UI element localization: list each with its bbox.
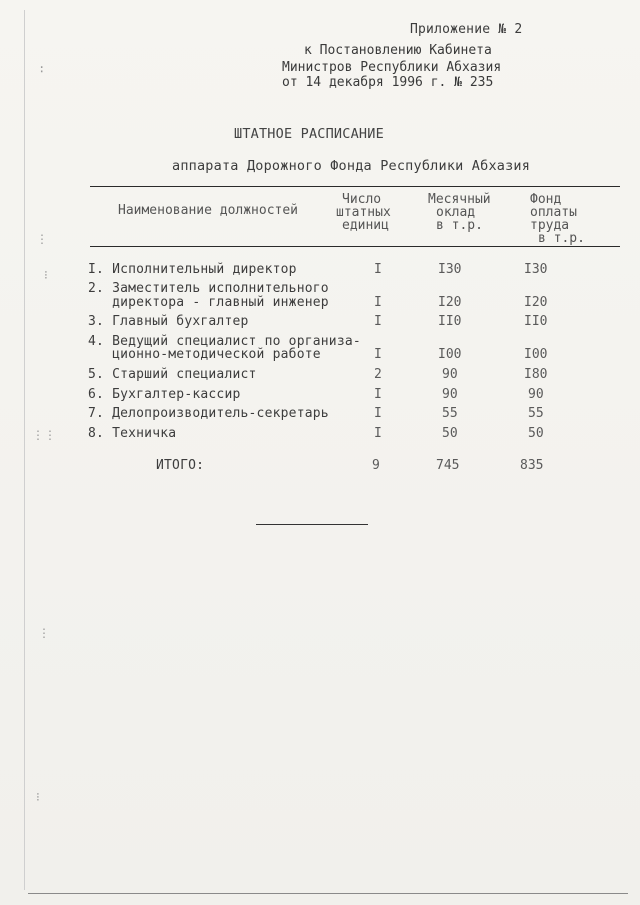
margin-mark: ⁝ [36,790,40,804]
table-row-label: I. Исполнительный директор [88,262,297,277]
col-header-position: Наименование должностей [118,203,299,218]
table-cell-salary: 90 [442,367,458,382]
margin-mark: ⁝ [44,268,48,282]
document-title: ШТАТНОЕ РАСПИСАНИЕ [234,126,384,142]
table-cell-fund: I20 [524,295,548,310]
total-count: 9 [372,458,380,473]
table-top-rule [90,186,620,187]
table-cell-count: I [374,262,382,277]
table-cell-salary: 90 [442,387,458,402]
table-cell-salary: I30 [438,262,462,277]
appendix-label: Приложение № 2 [410,22,523,37]
table-cell-fund: II0 [524,314,548,329]
table-cell-count: I [374,314,382,329]
margin-mark: ⋮ [36,232,48,246]
margin-mark: ∶ [38,62,46,76]
col-header-count-1: Число [342,192,382,207]
table-row-label: 3. Главный бухгалтер [88,314,249,329]
col-header-count-3: единиц [342,218,389,233]
col-header-salary-3: в т.р. [436,218,483,233]
total-fund: 835 [520,458,544,473]
table-cell-count: I [374,387,382,402]
col-header-fund-3: труда [530,218,570,233]
table-cell-salary: I20 [438,295,462,310]
col-header-fund-4: в т.р. [538,231,585,246]
table-cell-fund: I30 [524,262,548,277]
col-header-fund-2: оплаты [530,205,577,220]
table-row-label: 7. Делопроизводитель-секретарь [88,406,329,421]
closing-rule [256,524,368,525]
table-cell-count: I [374,426,382,441]
table-cell-fund: 50 [528,426,544,441]
decree-reference-line1: к Постановлению Кабинета [304,43,492,58]
margin-mark: ⋮⋮ [32,428,56,442]
document-subtitle: аппарата Дорожного Фонда Республики Абхазия [172,158,531,174]
table-cell-fund: I00 [524,347,548,362]
table-cell-count: 2 [374,367,382,382]
table-row-label: 2. Заместитель исполнительного [88,281,329,296]
table-cell-count: I [374,295,382,310]
table-row-label-cont: директора - главный инженер [88,295,329,310]
col-header-count-2: штатных [336,205,391,220]
col-header-fund-1: Фонд [530,192,562,207]
table-cell-salary: 50 [442,426,458,441]
col-header-salary-1: Месячный [428,192,491,207]
table-header-rule [90,246,620,247]
margin-mark: ⋮ [38,626,50,640]
total-salary: 745 [436,458,460,473]
table-cell-salary: 55 [442,406,458,421]
table-row-label-cont: ционно-методической работе [88,347,321,362]
table-cell-count: I [374,347,382,362]
scan-edge-left [24,10,25,890]
table-cell-fund: I80 [524,367,548,382]
table-cell-fund: 90 [528,387,544,402]
table-cell-count: I [374,406,382,421]
table-cell-salary: II0 [438,314,462,329]
col-header-salary-2: оклад [436,205,476,220]
decree-reference-line3: от 14 декабря 1996 г. № 235 [282,75,494,90]
decree-reference-line2: Министров Республики Абхазия [282,60,502,75]
total-label: ИТОГО: [156,458,205,473]
table-cell-salary: I00 [438,347,462,362]
table-row-label: 8. Техничка [88,426,177,441]
table-cell-fund: 55 [528,406,544,421]
table-row-label: 5. Старший специалист [88,367,257,382]
table-row-label: 6. Бухгалтер-кассир [88,387,241,402]
scan-edge-bottom [28,893,628,894]
table-row-label: 4. Ведущий специалист по организа- [88,334,361,349]
